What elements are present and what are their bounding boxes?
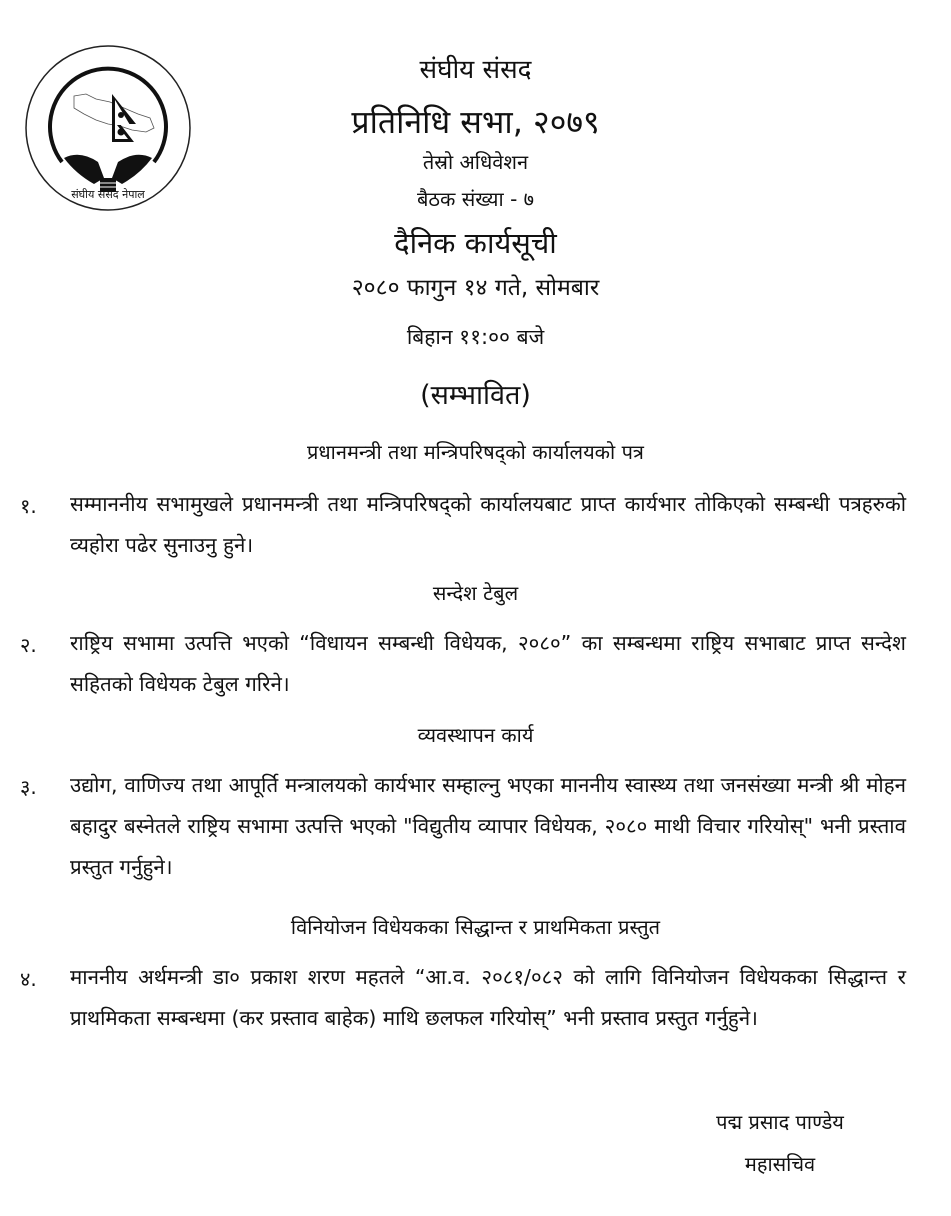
- parliament-name: संघीय संसद: [419, 55, 532, 85]
- svg-text:संघीय संसद नेपाल: संघीय संसद नेपाल: [71, 188, 145, 201]
- signatory-designation: महासचिव: [744, 1152, 816, 1176]
- status-label: (सम्भावित): [420, 380, 531, 411]
- signatory-name: पद्म प्रसाद पाण्डेय: [716, 1110, 844, 1134]
- house-name: प्रतिनिधि सभा, २०७९: [351, 103, 600, 141]
- section-title-legislative-business: व्यवस्थापन कार्य: [417, 723, 534, 747]
- section-title-appropriation-principles: विनियोजन विधेयकका सिद्धान्त र प्राथमिकता प्रस्तुत: [290, 915, 661, 939]
- item-number: ४.: [20, 967, 37, 991]
- item-number: ३.: [20, 775, 37, 799]
- item-number: १.: [20, 494, 37, 518]
- item-text: माननीय अर्थमन्त्री डा० प्रकाश शरण महतले “आ.व. २०८१/०८२ को लागि विनियोजन विधेयकका सिद्धान्त र प्राथमिकता सम्बन्धमा (कर प्रस्ताव बाहेक) माथि छलफल गरियोस्” भनी प्रस्ताव प्रस्तुत गर्नुहुने।: [70, 965, 906, 1030]
- item-text: सम्माननीय सभामुखले प्रधानमन्त्री तथा मन्त्रिपरिषद्को कार्यालयबाट प्राप्त कार्यभार तोकिएको सम्बन्धी पत्रहरुको व्यहोरा पढेर सुनाउनु हुने।: [70, 492, 906, 557]
- section-title-message-table: सन्देश टेबुल: [432, 581, 519, 605]
- meeting-number: बैठक संख्या - ७: [416, 187, 535, 211]
- section-title-pm-office-letter: प्रधानमन्त्री तथा मन्त्रिपरिषद्को कार्यालयको पत्र: [307, 440, 644, 464]
- session-label: तेस्रो अधिवेशन: [422, 150, 529, 174]
- page-title: दैनिक कार्यसूची: [394, 226, 557, 260]
- item-text: उद्योग, वाणिज्य तथा आपूर्ति मन्त्रालयको कार्यभार सम्हाल्नु भएका माननीय स्वास्थ्य तथा जनसंख्या मन्त्री श्री मोहन बहादुर बस्नेतले राष्ट्रिय सभामा उत्पत्ति भएको "विद्युतीय व्यापार विधेयक, २०८० माथी विचार गरियोस्" भनी प्रस्ताव प्रस्तुत गर्नुहुने।: [70, 773, 906, 879]
- meeting-date: २०८० फागुन १४ गते, सोमबार: [351, 275, 600, 301]
- item-number: २.: [20, 633, 37, 657]
- meeting-time: बिहान ११:०० बजे: [406, 325, 545, 349]
- item-text: राष्ट्रिय सभामा उत्पत्ति भएको “विधायन सम्बन्धी विधेयक, २०८०” का सम्बन्धमा राष्ट्रिय सभाबाट प्राप्त सन्देश सहितको विधेयक टेबुल गरिने।: [70, 631, 906, 696]
